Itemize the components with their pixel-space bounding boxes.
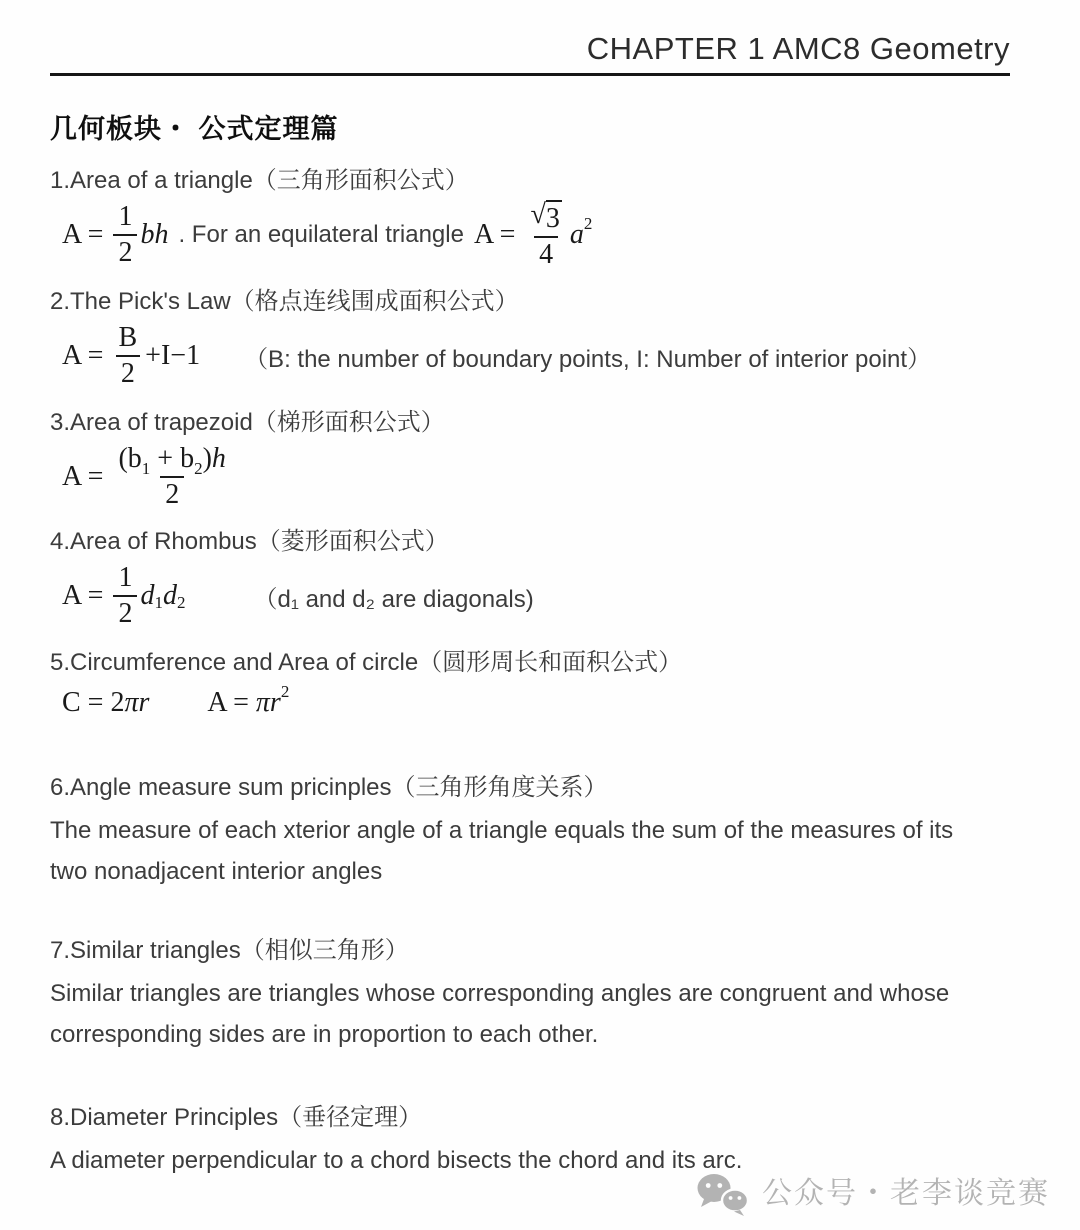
watermark-text: 公众号・老李谈竞赛 [762, 1177, 1050, 1210]
formula-list [50, 164, 1010, 1181]
list-item-similar-triangles [50, 934, 1010, 1055]
item-body: A diameter perpendicular to a chord bisects the chord and its arc. [50, 1147, 743, 1175]
item-title: 4.Area of Rhombus（菱形面积公式） [50, 528, 449, 556]
item-title: 6.Angle measure sum pricinples（三角形角度关系） [50, 774, 608, 802]
math-formula: A = $\frac{1}{2}$ bh . For an equilateral triangle A = √ 3 4 a 2 [62, 199, 593, 271]
list-item-diameter-principles [50, 1101, 1010, 1181]
watermark [696, 1172, 1050, 1216]
math-formula: C = 2 πr A = πr 2 [62, 682, 290, 719]
item-title: 7.Similar triangles（相似三角形） [50, 937, 409, 965]
item-title: 1.Area of a triangle（三角形面积公式） [50, 167, 469, 194]
list-item-area-trapezoid [50, 406, 1010, 513]
list-item-picks-law [50, 285, 1010, 392]
item-title: 2.The Pick's Law（格点连线围成面积公式） [50, 288, 519, 316]
wechat-official-account-icon [696, 1172, 750, 1216]
math-formula: A = $\frac{(b_1 + b_2)h}{2}$ [62, 443, 226, 511]
header-rule [50, 73, 1010, 76]
item-body: Similar triangles are triangles whose corresponding angles are congruent and whose corresponding sides are in proportion to each other. [50, 980, 950, 1049]
list-item-circle [50, 646, 1010, 725]
math-formula: A = $\frac{B}{2}$ +I−1 （B: the number of boundary points, I: Number of interior point） [62, 322, 932, 390]
item-title: 5.Circumference and Area of circle（圆形周长和面积公式） [50, 649, 683, 677]
item-title: 3.Area of trapezoid（梯形面积公式） [50, 409, 445, 437]
math-formula: A = $\frac{1}{2}$ d 1 d 2 （d₁ and d₂ are diagonals) [62, 562, 534, 630]
item-title: 8.Diameter Principles（垂径定理） [50, 1104, 423, 1132]
list-item-area-rhombus [50, 525, 1010, 632]
list-item-area-triangle [50, 164, 1010, 271]
list-item-angle-sum [50, 771, 1010, 892]
section-title: 几何板块・ 公式定理篇 [50, 114, 339, 144]
item-body: The measure of each xterior angle of a triangle equals the sum of the measures of its two nonadjacent interior angles [50, 817, 954, 886]
chapter-title: CHAPTER 1 AMC8 Geometry [586, 31, 1010, 66]
page-header [50, 30, 1010, 76]
